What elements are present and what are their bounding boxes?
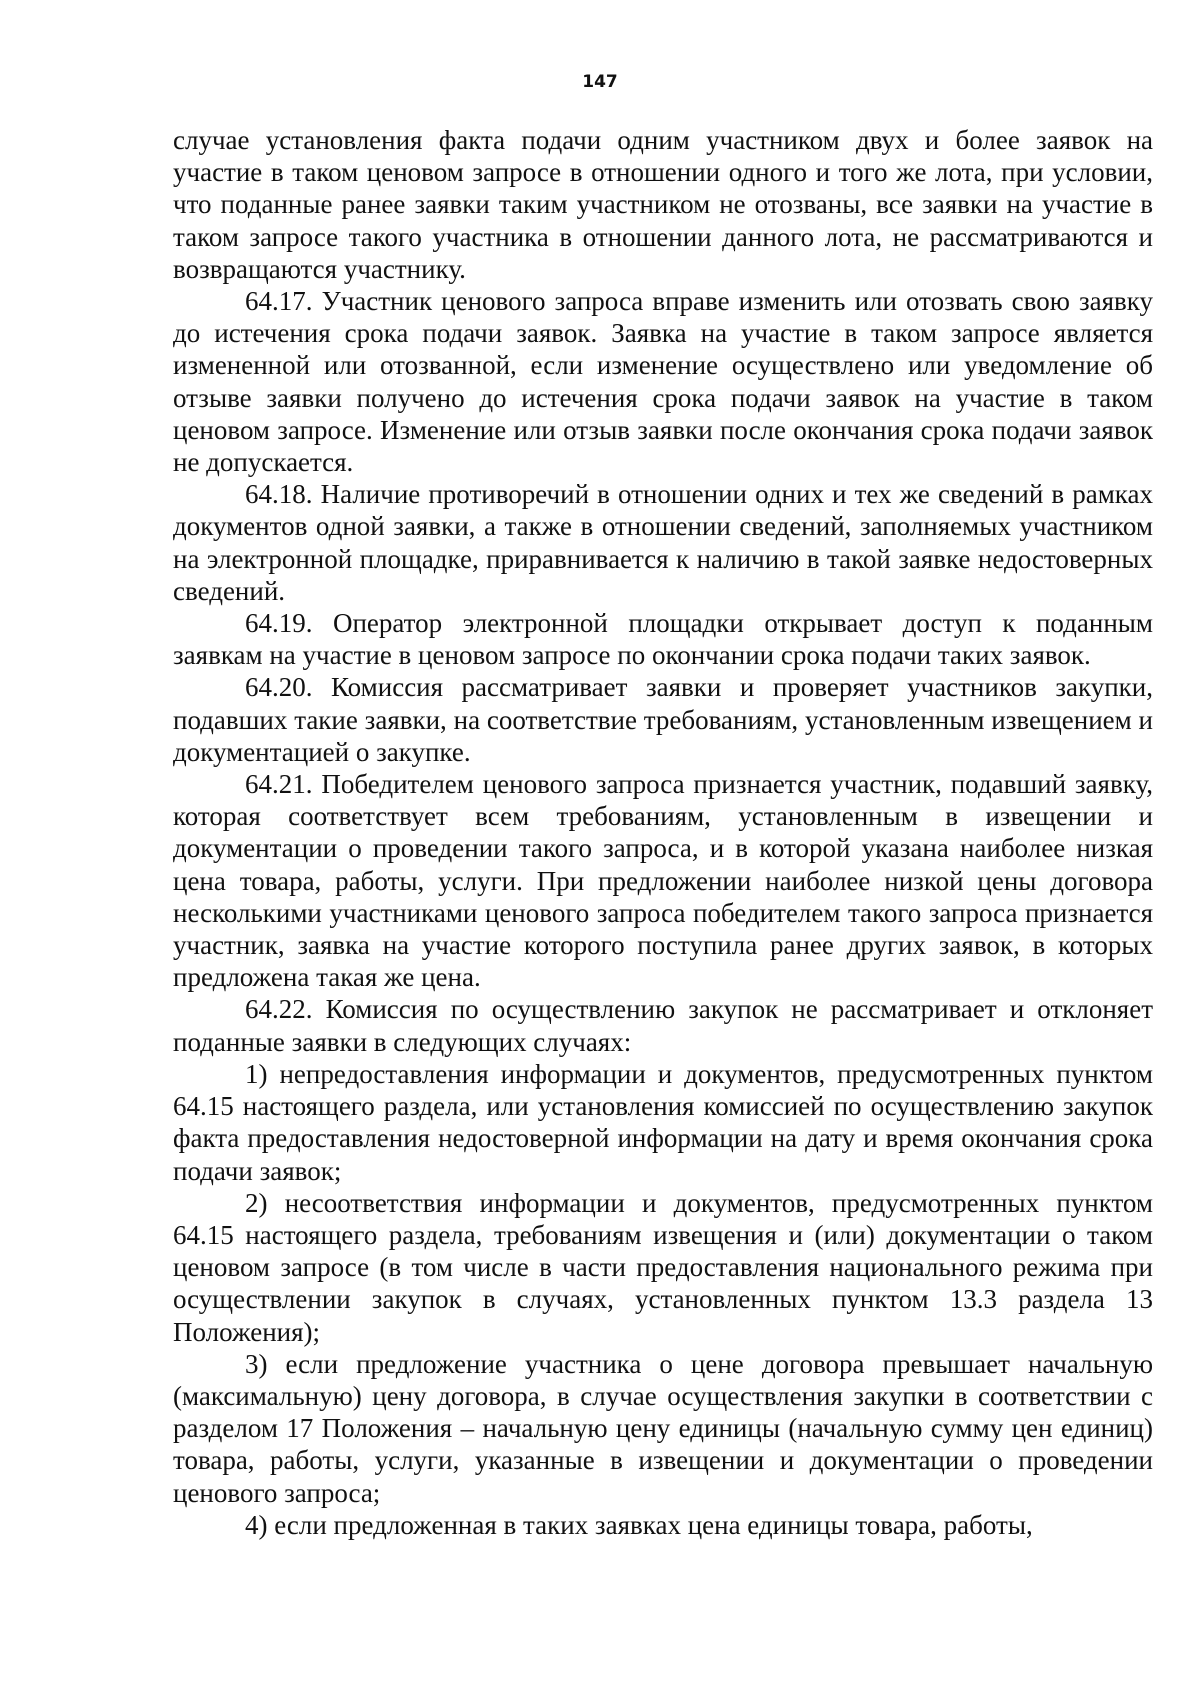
paragraph-64-21: 64.21. Победителем ценового запроса признается участник, подавший заявку, которая соответствует всем требованиям, установленным в извещении и документации о проведении такого запроса, и в которой указана наиболее низкая цена товара, работы, услуги. При предложении наиболее низкой цены договора несколькими участниками ценового запроса победителем такого запроса признается участник, заявка на участие которого поступила ранее других заявок, в которых предложена такая же цена. <box>173 769 1153 993</box>
paragraph-64-18: 64.18. Наличие противоречий в отношении одних и тех же сведений в рамках документов одной заявки, а также в отношении сведений, заполняемых участником на электронной площадке, приравнивается к наличию в такой заявке недостоверных сведений. <box>173 479 1153 606</box>
paragraph-64-17: 64.17. Участник ценового запроса вправе изменить или отозвать свою заявку до истечения срока подачи заявок. Заявка на участие в таком запросе является измененной или отозванной, если изменение осуществлено или уведомление об отзыве заявки получено до истечения срока подачи заявок на участие в таком ценовом запросе. Изменение или отзыв заявки после окончания срока подачи заявок не допускается. <box>173 286 1153 478</box>
list-item-2: 2) несоответствия информации и документов, предусмотренных пунктом 64.15 настоящего раздела, требованиям извещения и (или) документации о таком ценовом запросе (в том числе в части предоставления национального режима при осуществлении закупок в случаях, установленных пунктом 13.3 раздела 13 Положения); <box>173 1187 1153 1347</box>
paragraph-64-22: 64.22. Комиссия по осуществлению закупок не рассматривает и отклоняет поданные заявки в следующих случаях: <box>173 994 1153 1057</box>
paragraph-continuation: случае установления факта подачи одним участником двух и более заявок на участие в таком ценовом запросе в отношении одного и того же лота, при условии, что поданные ранее заявки таким участником не отозваны, все заявки на участие в таком запросе такого участника в отношении данного лота, не рассматриваются и возвращаются участнику. <box>173 125 1153 284</box>
list-item-3: 3) если предложение участника о цене договора превышает начальную (максимальную) цену договора, в случае осуществления закупки в соответствии с разделом 17 Положения – начальную цену единицы (начальную сумму цен единиц) товара, работы, услуги, указанные в извещении и документации о проведении ценового запроса; <box>173 1348 1153 1508</box>
paragraph-64-20: 64.20. Комиссия рассматривает заявки и проверяет участников закупки, подавших такие заявки, на соответствие требованиям, установленным извещением и документацией о закупке. <box>173 672 1153 767</box>
paragraph-64-19: 64.19. Оператор электронной площадки открывает доступ к поданным заявкам на участие в ценовом запросе по окончании срока подачи таких заявок. <box>173 608 1153 671</box>
list-item-4: 4) если предложенная в таких заявках цена единицы товара, работы, <box>245 1509 1033 1540</box>
document-body <box>173 124 1153 1541</box>
page-number: 147 <box>582 72 618 92</box>
list-item-1: 1) непредоставления информации и документов, предусмотренных пунктом 64.15 настоящего раздела, или установления комиссией по осуществлению закупок факта предоставления недостоверной информации на дату и время окончания срока подачи заявок; <box>173 1058 1153 1186</box>
